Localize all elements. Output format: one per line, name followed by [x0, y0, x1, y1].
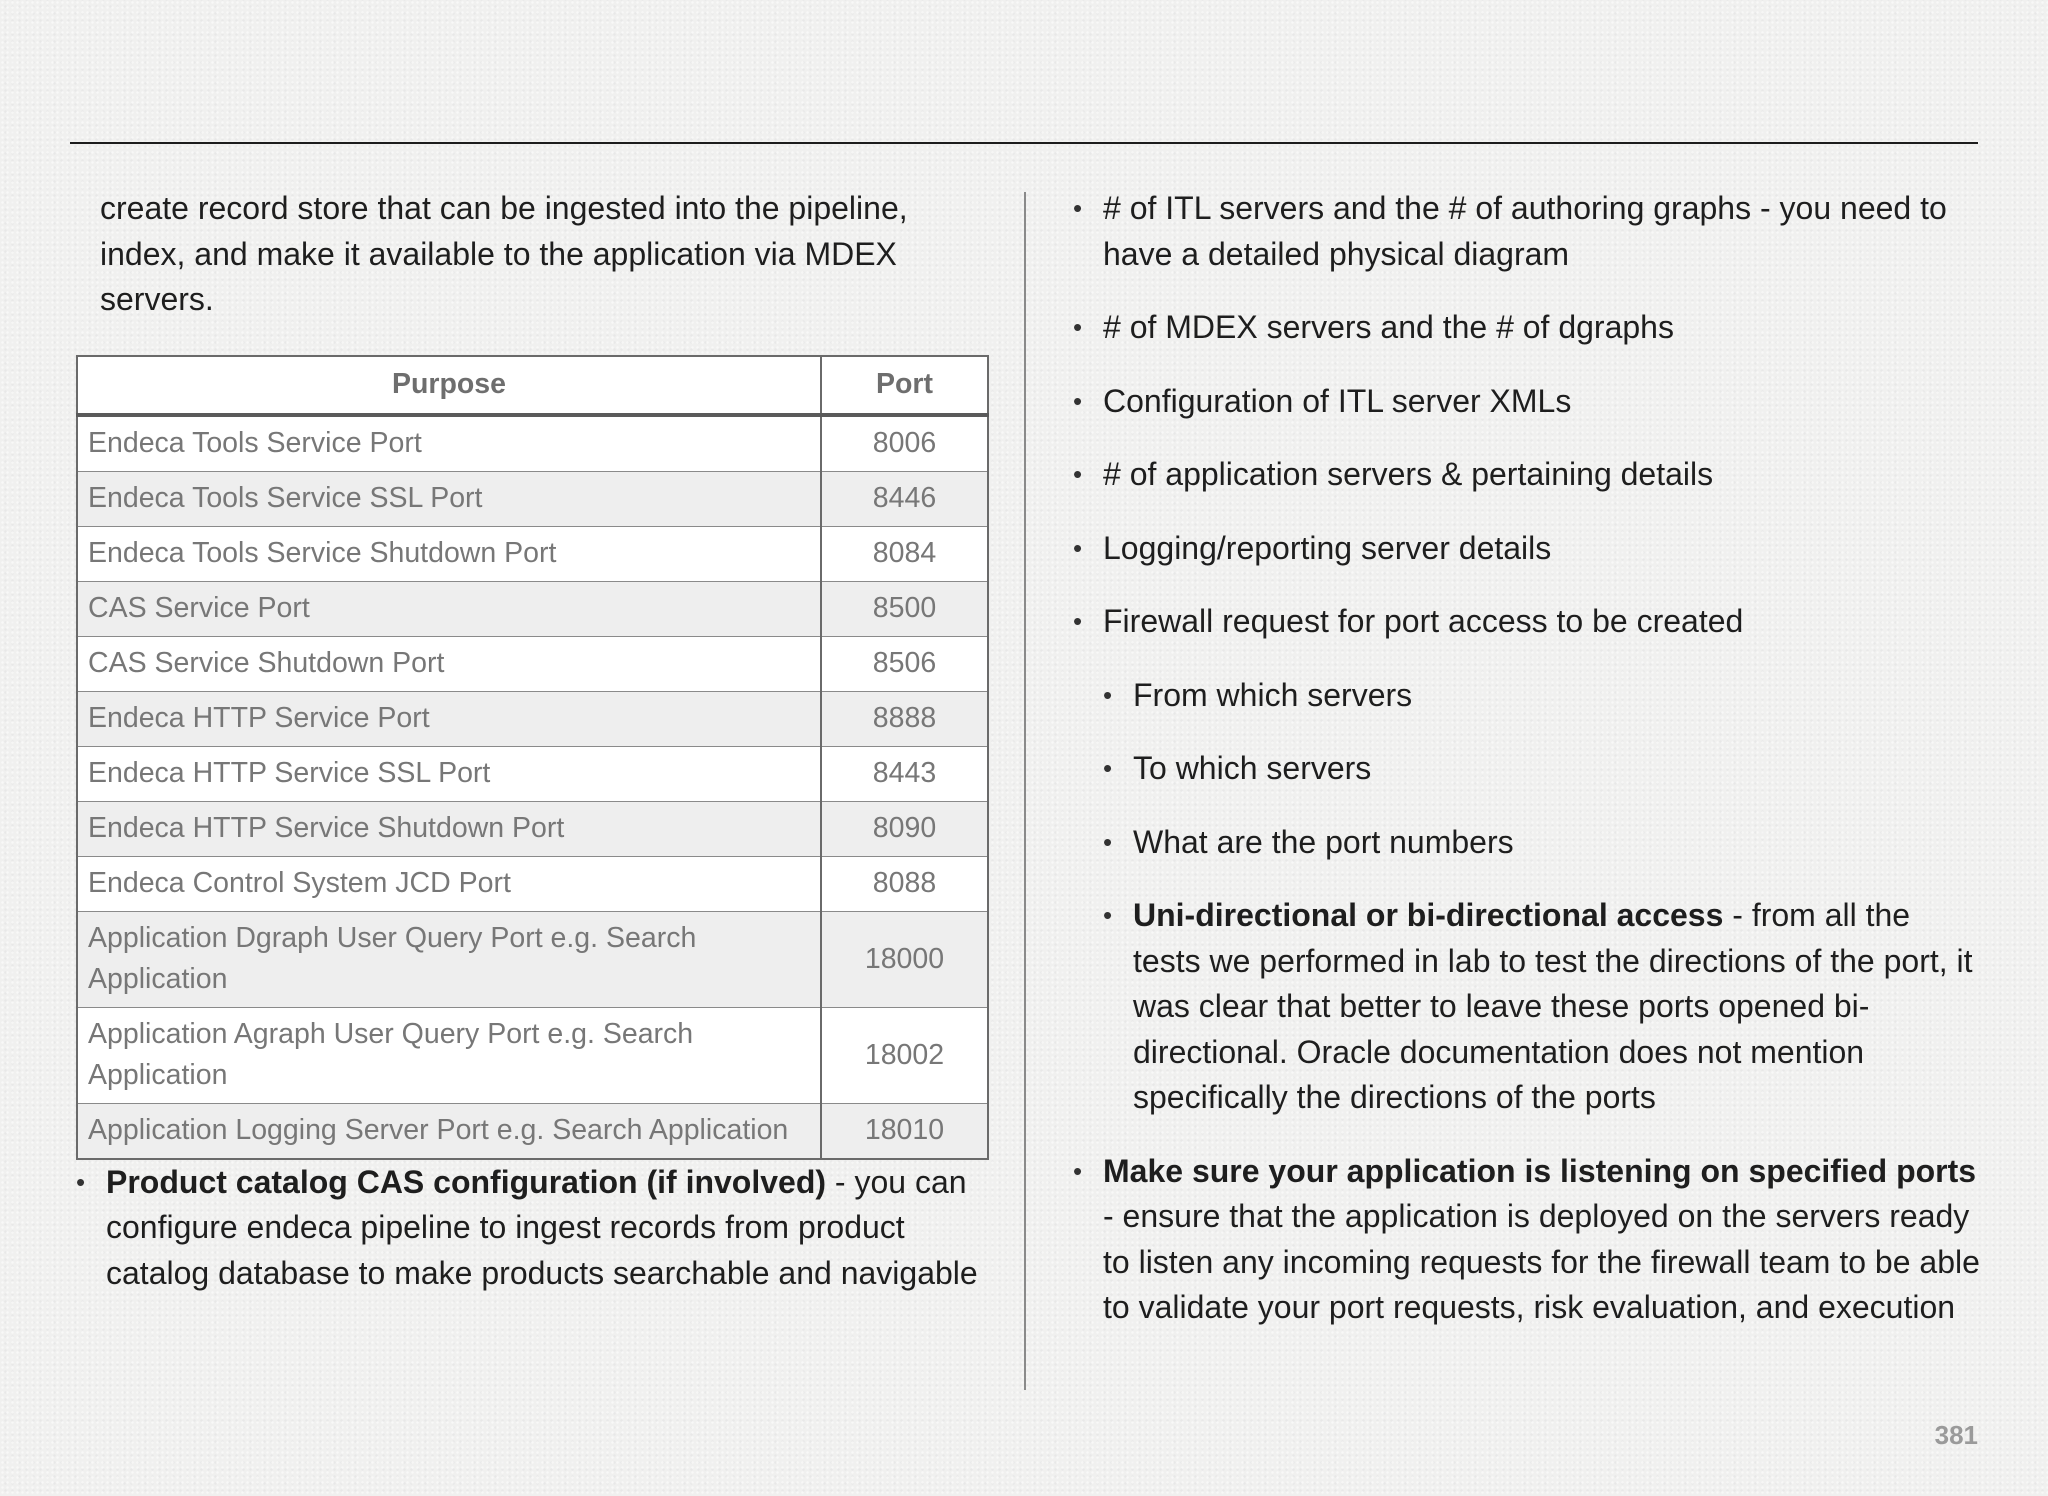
bullet-dot: •: [1073, 1155, 1083, 1186]
bullet-text: Logging/reporting server details: [1103, 529, 1552, 566]
port-cell: 8506: [821, 636, 988, 691]
purpose-cell: Endeca Tools Service Port: [77, 415, 821, 472]
table-row: [77, 856, 988, 911]
sub-list-item: [1103, 893, 1985, 1121]
table-row: [77, 801, 988, 856]
port-cell: 18010: [821, 1103, 988, 1159]
bullet-text: Configuration of ITL server XMLs: [1103, 382, 1572, 419]
table-row: [77, 1007, 988, 1103]
port-cell: 8006: [821, 415, 988, 472]
bullet-dot: •: [1073, 312, 1083, 342]
bullet-bold-text: Uni-directional or bi-directional access: [1133, 897, 1724, 933]
bullet-dot: •: [1073, 606, 1083, 636]
list-item: [1073, 526, 1985, 572]
purpose-cell: Endeca HTTP Service Port: [77, 691, 821, 746]
bullet-text: What are the port numbers: [1133, 823, 1514, 860]
port-cell: 8888: [821, 691, 988, 746]
bullet-text: To which servers: [1133, 750, 1372, 786]
column-divider: [1024, 192, 1026, 1390]
bullet-dot: •: [1103, 679, 1113, 710]
purpose-cell: Application Dgraph User Query Port e.g. Search Application: [77, 911, 821, 1007]
bullet-dot: •: [1073, 459, 1083, 489]
purpose-cell: Application Agraph User Query Port e.g. Search Application: [77, 1007, 821, 1103]
bullet-dot: •: [1103, 900, 1113, 930]
bullet-text: Firewall request for port access to be created: [1103, 603, 1744, 639]
intro-paragraph: create record store that can be ingested into the pipeline, index, and make it available to the application via MDEX servers.: [100, 190, 908, 317]
right-bullet-list: [1073, 186, 1985, 1331]
port-header: Port: [821, 356, 988, 415]
list-item: [76, 1160, 988, 1297]
left-column: [76, 186, 988, 1296]
purpose-cell: Endeca HTTP Service Shutdown Port: [77, 801, 821, 856]
purpose-cell: Endeca HTTP Service SSL Port: [77, 746, 821, 801]
list-item: [1073, 452, 1985, 498]
table-row: [77, 691, 988, 746]
table-row: [77, 911, 988, 1007]
purpose-header: Purpose: [77, 356, 821, 415]
table-row: [77, 526, 988, 581]
bullet-dot: •: [1103, 826, 1113, 857]
ports-table: [76, 355, 989, 1160]
bullet-text: - ensure that the application is deployed on the servers ready to listen any incoming requests for the firewall team to be able to validate your port requests, risk evaluation, and execution: [1103, 1198, 1980, 1325]
list-item: [1073, 186, 1985, 277]
table-row: [77, 746, 988, 801]
page-number: 381: [1934, 1420, 1978, 1450]
bullet-bold-text: Product catalog CAS configuration (if involved): [106, 1163, 827, 1200]
sub-list-item: [1103, 820, 1985, 866]
purpose-cell: Endeca Tools Service SSL Port: [77, 471, 821, 526]
bullet-text: From which servers: [1133, 676, 1413, 713]
port-cell: 8090: [821, 801, 988, 856]
port-cell: 18002: [821, 1007, 988, 1103]
bullet-text: # of ITL servers and the # of authoring graphs - you need to have a detailed physical diagram: [1103, 190, 1947, 272]
list-item: [1073, 379, 1985, 425]
table-row: [77, 1103, 988, 1159]
sub-list-item: [1103, 746, 1985, 792]
bullet-dot: •: [76, 1166, 86, 1197]
list-item: [1073, 1149, 1985, 1331]
bullet-dot: •: [1073, 385, 1083, 416]
table-row: [77, 471, 988, 526]
table-row: [77, 415, 988, 472]
bullet-text: - you can configure endeca pipeline to ingest records from product catalog database to make products searchable and navigable: [106, 1163, 978, 1291]
purpose-cell: CAS Service Shutdown Port: [77, 636, 821, 691]
bullet-dot: •: [1103, 753, 1113, 783]
port-cell: 8500: [821, 581, 988, 636]
port-cell: 8084: [821, 526, 988, 581]
bullet-bold-text: Make sure your application is listening on specified ports: [1103, 1152, 1977, 1189]
table-row: [77, 636, 988, 691]
bullet-dot: •: [1073, 532, 1083, 563]
port-cell: 18000: [821, 911, 988, 1007]
left-bullet-list: [76, 1160, 988, 1297]
purpose-cell: Application Logging Server Port e.g. Search Application: [77, 1103, 821, 1159]
list-item: [1073, 599, 1985, 645]
header-rule: [70, 142, 1978, 144]
bullet-text: # of application servers & pertaining details: [1103, 456, 1714, 492]
list-item: [1073, 305, 1985, 351]
port-cell: 8446: [821, 471, 988, 526]
right-column: [1073, 186, 1985, 1359]
port-cell: 8088: [821, 856, 988, 911]
purpose-cell: CAS Service Port: [77, 581, 821, 636]
table-header-row: [77, 356, 988, 415]
table-row: [77, 581, 988, 636]
bullet-dot: •: [1073, 193, 1083, 223]
port-cell: 8443: [821, 746, 988, 801]
bullet-text: # of MDEX servers and the # of dgraphs: [1103, 309, 1674, 345]
purpose-cell: Endeca Tools Service Shutdown Port: [77, 526, 821, 581]
sub-list-item: [1103, 673, 1985, 719]
purpose-cell: Endeca Control System JCD Port: [77, 856, 821, 911]
bullet-text: - from all the tests we performed in lab to test the directions of the port, it was clear that better to leave these ports opened bi-directional. Oracle documentation does not mention specifically the directions of the ports: [1133, 897, 1973, 1115]
